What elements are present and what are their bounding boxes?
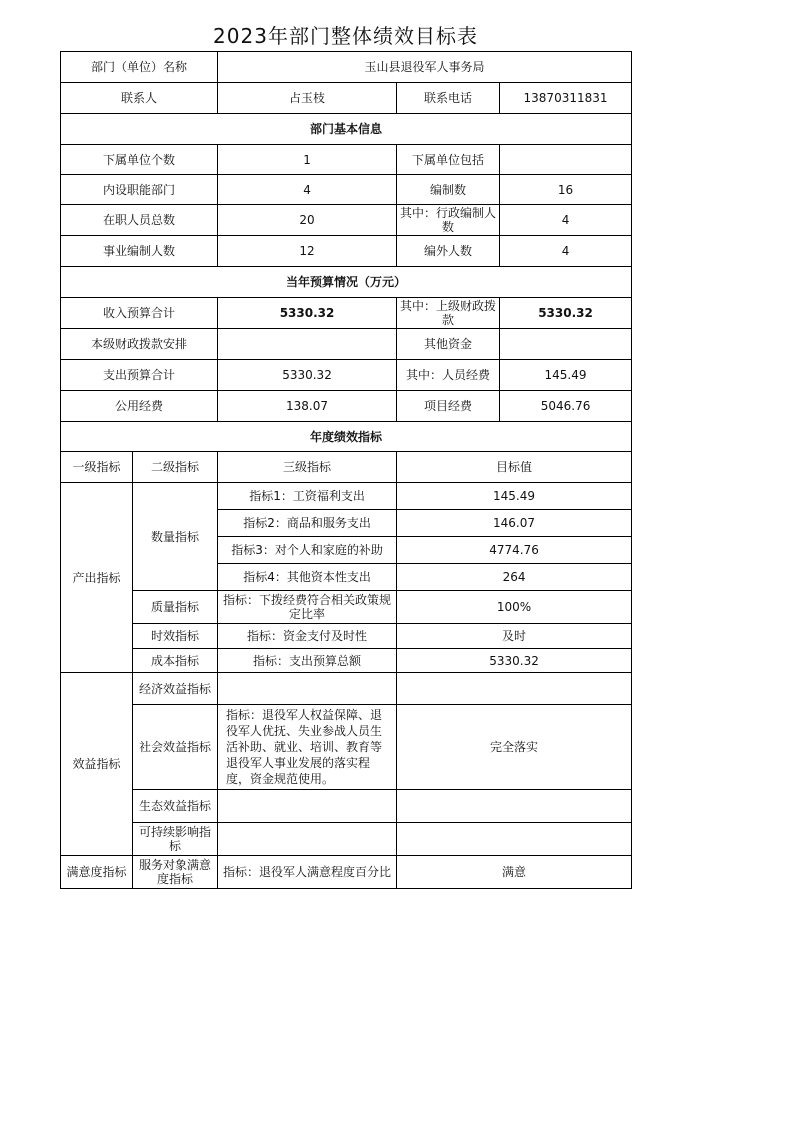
cost-indicator-value: 5330.32 xyxy=(397,649,632,673)
header-level3: 三级指标 xyxy=(218,452,397,483)
income-value: 5330.32 xyxy=(218,298,397,329)
section-indicators: 年度绩效指标 xyxy=(61,422,632,452)
quantity-item-name: 指标3：对个人和家庭的补助 xyxy=(218,537,397,564)
unit-name-value: 玉山县退役军人事务局 xyxy=(218,52,632,83)
timeliness-indicator-value: 及时 xyxy=(397,624,632,649)
depts-label: 内设职能部门 xyxy=(61,175,218,205)
upper-grant-label: 其中：上级财政拨款 xyxy=(397,298,500,329)
timeliness-indicator-name: 指标：资金支付及时性 xyxy=(218,624,397,649)
timeliness-indicator-label: 时效指标 xyxy=(133,624,218,649)
quality-indicator-name: 指标：下拨经费符合相关政策规定比率 xyxy=(218,591,397,624)
quantity-indicator-label: 数量指标 xyxy=(133,483,218,591)
upper-grant-value: 5330.32 xyxy=(500,298,632,329)
local-grant-label: 本级财政拨款安排 xyxy=(61,329,218,360)
quantity-item-value: 145.49 xyxy=(397,483,632,510)
unit-name-label: 部门（单位）名称 xyxy=(61,52,218,83)
social-indicator-value: 完全落实 xyxy=(397,705,632,790)
economic-indicator-value xyxy=(397,673,632,705)
public-label: 公用经费 xyxy=(61,391,218,422)
social-indicator-label: 社会效益指标 xyxy=(133,705,218,790)
depts-value: 4 xyxy=(218,175,397,205)
personnel-value: 145.49 xyxy=(500,360,632,391)
satisfaction-sub-label: 服务对象满意度指标 xyxy=(133,856,218,889)
economic-indicator-name xyxy=(218,673,397,705)
performance-table xyxy=(60,51,632,889)
project-label: 项目经费 xyxy=(397,391,500,422)
staff-total-value: 20 xyxy=(218,205,397,236)
staffing-value: 16 xyxy=(500,175,632,205)
expense-value: 5330.32 xyxy=(218,360,397,391)
project-value: 5046.76 xyxy=(500,391,632,422)
header-level1: 一级指标 xyxy=(61,452,133,483)
ecological-indicator-name xyxy=(218,790,397,823)
personnel-label: 其中：人员经费 xyxy=(397,360,500,391)
other-funds-value xyxy=(500,329,632,360)
quantity-item-value: 264 xyxy=(397,564,632,591)
extra-staff-label: 编外人数 xyxy=(397,236,500,267)
header-level2: 二级指标 xyxy=(133,452,218,483)
ecological-indicator-label: 生态效益指标 xyxy=(133,790,218,823)
other-funds-label: 其他资金 xyxy=(397,329,500,360)
quantity-item-value: 146.07 xyxy=(397,510,632,537)
section-basic-info: 部门基本信息 xyxy=(61,114,632,145)
output-indicator-label: 产出指标 xyxy=(61,483,133,673)
expense-label: 支出预算合计 xyxy=(61,360,218,391)
satisfaction-indicator-value: 满意 xyxy=(397,856,632,889)
quality-indicator-label: 质量指标 xyxy=(133,591,218,624)
admin-staff-label: 其中：行政编制人数 xyxy=(397,205,500,236)
satisfaction-indicator-label: 满意度指标 xyxy=(61,856,133,889)
page-title: 2023年部门整体绩效目标表 xyxy=(213,24,478,48)
public-value: 138.07 xyxy=(218,391,397,422)
contact-person-label: 联系人 xyxy=(61,83,218,114)
cost-indicator-label: 成本指标 xyxy=(133,649,218,673)
sub-units-label: 下属单位个数 xyxy=(61,145,218,175)
section-budget: 当年预算情况（万元） xyxy=(61,267,632,298)
local-grant-value xyxy=(218,329,397,360)
sub-units-incl-value xyxy=(500,145,632,175)
quality-indicator-value: 100% xyxy=(397,591,632,624)
quantity-item-name: 指标1：工资福利支出 xyxy=(218,483,397,510)
income-label: 收入预算合计 xyxy=(61,298,218,329)
contact-person-value: 占玉枝 xyxy=(218,83,397,114)
admin-staff-value: 4 xyxy=(500,205,632,236)
extra-staff-value: 4 xyxy=(500,236,632,267)
inst-staff-value: 12 xyxy=(218,236,397,267)
contact-phone-value: 13870311831 xyxy=(500,83,632,114)
inst-staff-label: 事业编制人数 xyxy=(61,236,218,267)
quantity-item-name: 指标2：商品和服务支出 xyxy=(218,510,397,537)
sub-units-value: 1 xyxy=(218,145,397,175)
quantity-item-name: 指标4：其他资本性支出 xyxy=(218,564,397,591)
benefit-indicator-label: 效益指标 xyxy=(61,673,133,856)
cost-indicator-name: 指标：支出预算总额 xyxy=(218,649,397,673)
sustainable-indicator-value xyxy=(397,823,632,856)
economic-indicator-label: 经济效益指标 xyxy=(133,673,218,705)
sub-units-incl-label: 下属单位包括 xyxy=(397,145,500,175)
sustainable-indicator-label: 可持续影响指标 xyxy=(133,823,218,856)
contact-phone-label: 联系电话 xyxy=(397,83,500,114)
staff-total-label: 在职人员总数 xyxy=(61,205,218,236)
header-target: 目标值 xyxy=(397,452,632,483)
quantity-item-value: 4774.76 xyxy=(397,537,632,564)
ecological-indicator-value xyxy=(397,790,632,823)
staffing-label: 编制数 xyxy=(397,175,500,205)
sustainable-indicator-name xyxy=(218,823,397,856)
satisfaction-indicator-name: 指标：退役军人满意程度百分比 xyxy=(218,856,397,889)
social-indicator-name: 指标：退役军人权益保障、退役军人优抚、失业参战人员生活补助、就业、培训、教育等退役军人事业发展的落实程度，资金规范使用。 xyxy=(218,705,397,790)
